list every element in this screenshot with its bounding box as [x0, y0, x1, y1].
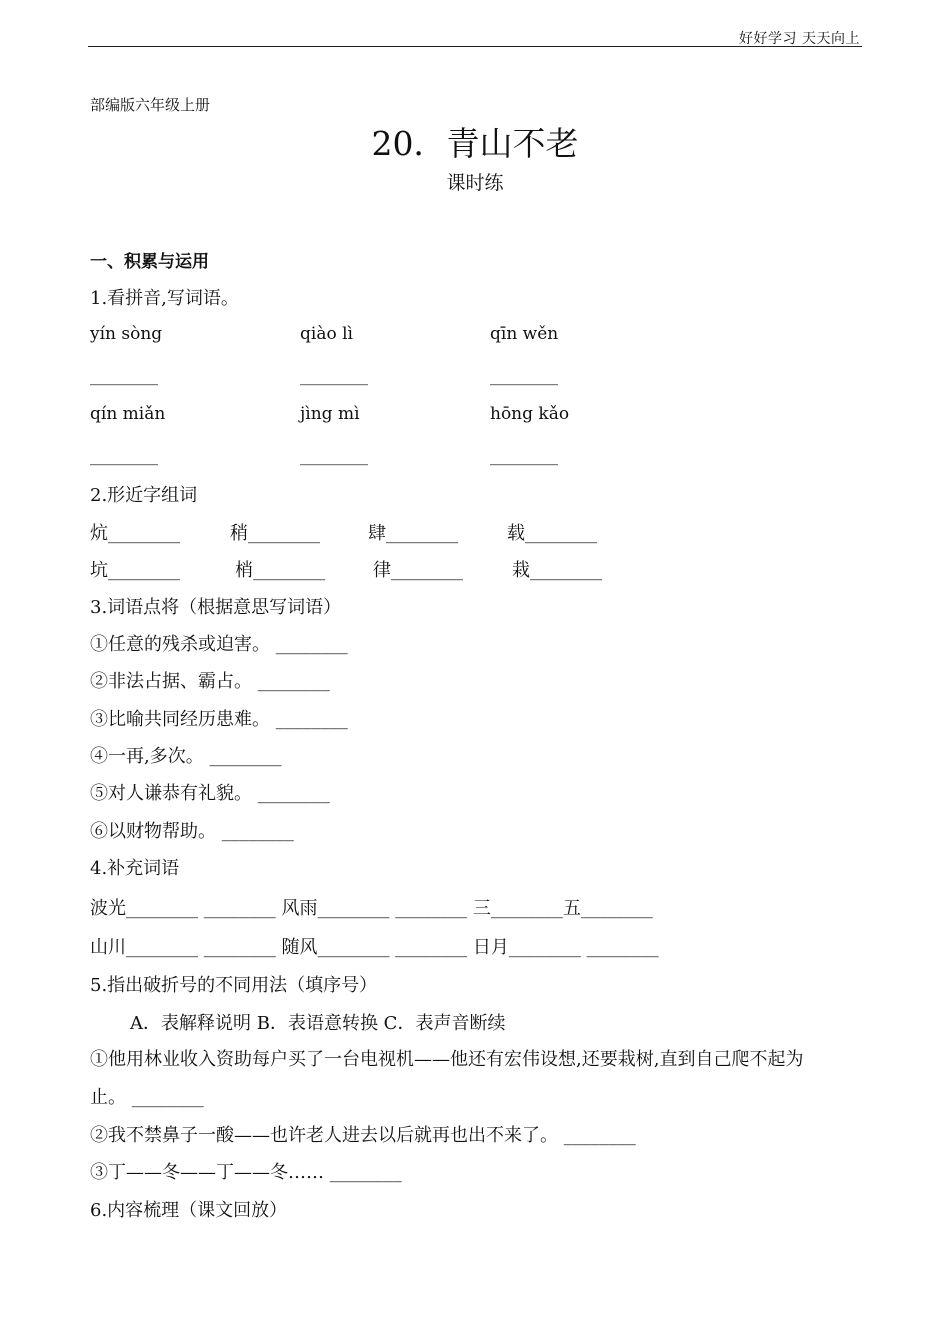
definition-item[interactable]: ③比喻共同经历患难。 ________ [90, 709, 348, 730]
pinyin-1: yín sòng [90, 324, 163, 344]
answer-blank[interactable]: ________ [490, 366, 558, 386]
definition-item[interactable]: ①任意的残杀或迫害。 ________ [90, 634, 348, 655]
char-item[interactable]: 坑________ [90, 560, 180, 581]
q3-label: 3.词语点将（根据意思写词语） [90, 597, 342, 618]
q1-label: 1.看拼音,写词语。 [90, 288, 239, 309]
pinyin-3: qīn wěn [490, 324, 559, 344]
dash-item[interactable]: ②我不禁鼻子一酸——也许老人进去以后就再也出不来了。 ________ [90, 1125, 636, 1146]
idiom-row[interactable]: 山川________ ________ 随风________ ________ 日月________ ________ [90, 937, 659, 958]
dash-item: ①他用林业收入资助每户买了一台电视机——他还有宏伟设想,还要栽树,直到自己爬不起为 [90, 1049, 804, 1070]
char-item[interactable]: 律________ [373, 560, 463, 581]
char-item[interactable]: 梢________ [235, 560, 325, 581]
answer-blank[interactable]: ________ [90, 366, 158, 386]
pinyin-4: qín miǎn [90, 404, 166, 424]
pinyin-2: qiào lì [300, 324, 353, 344]
char-item[interactable]: 肆________ [368, 523, 458, 544]
q5-label: 5.指出破折号的不同用法（填序号） [90, 975, 378, 996]
page-subtitle: 课时练 [446, 172, 504, 194]
header-slogan: 好好学习 天天向上 [739, 31, 860, 47]
definition-item[interactable]: ④一再,多次。 ________ [90, 746, 282, 767]
page-title: 20．青山不老 [371, 124, 579, 163]
answer-blank[interactable]: ________ [90, 446, 158, 466]
pinyin-5: jìng mì [300, 404, 360, 424]
q6-label: 6.内容梳理（课文回放） [90, 1200, 288, 1221]
q5-options: A．表解释说明 B．表语意转换 C．表声音断续 [130, 1013, 506, 1034]
section-heading: 一、积累与运用 [90, 252, 209, 272]
header-rule [88, 46, 862, 47]
char-item[interactable]: 栽________ [512, 560, 602, 581]
answer-blank[interactable]: ________ [300, 446, 368, 466]
definition-item[interactable]: ⑥以财物帮助。 ________ [90, 821, 294, 842]
q4-label: 4.补充词语 [90, 858, 180, 879]
char-item[interactable]: 载________ [507, 523, 597, 544]
definition-item[interactable]: ⑤对人谦恭有礼貌。 ________ [90, 783, 330, 804]
pinyin-6: hōng kǎo [490, 404, 570, 424]
answer-blank[interactable]: ________ [490, 446, 558, 466]
dash-item[interactable]: ③丁——冬——丁——冬…… ________ [90, 1162, 402, 1183]
idiom-row[interactable]: 波光________ ________ 风雨________ ________ 三________五________ [90, 898, 653, 919]
q2-label: 2.形近字组词 [90, 485, 198, 506]
char-item[interactable]: 炕________ [90, 523, 180, 544]
edition-label: 部编版六年级上册 [90, 96, 211, 114]
definition-item[interactable]: ②非法占据、霸占。 ________ [90, 671, 330, 692]
dash-item[interactable]: 止。 ________ [90, 1087, 204, 1108]
char-item[interactable]: 稍________ [230, 523, 320, 544]
answer-blank[interactable]: ________ [300, 366, 368, 386]
